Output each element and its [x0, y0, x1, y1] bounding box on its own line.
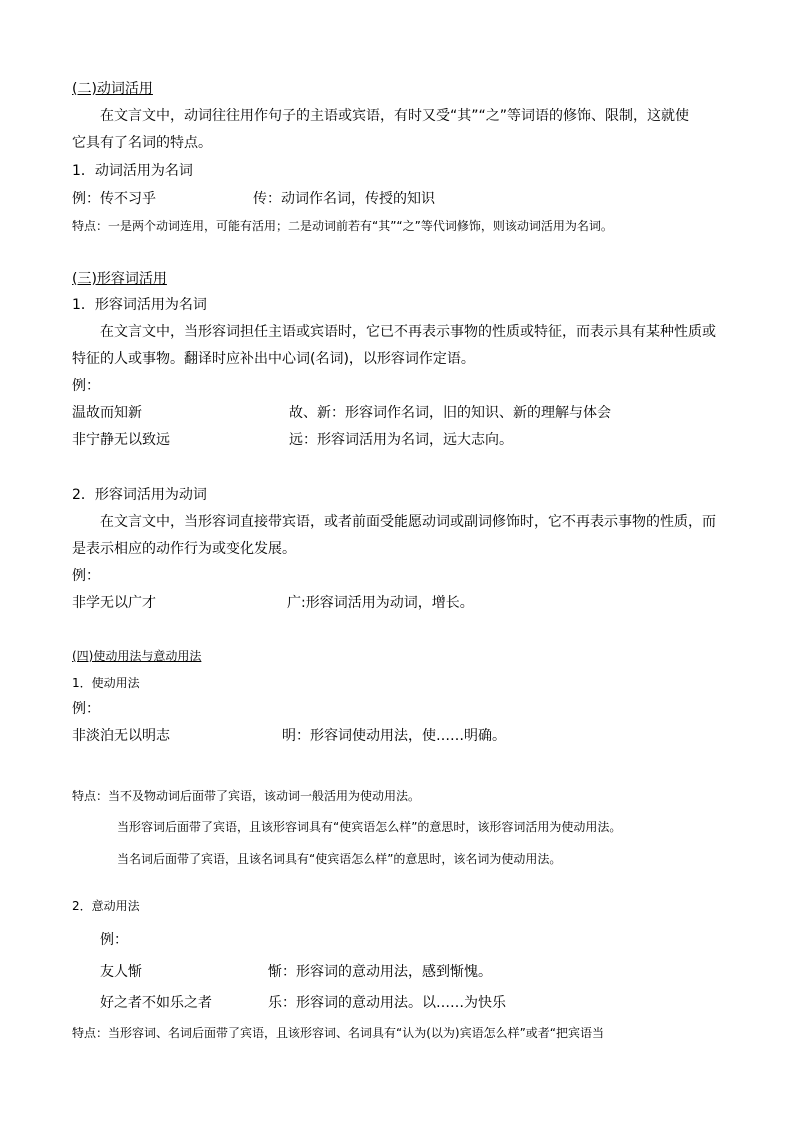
subheading: 2．意动用法 [72, 899, 140, 913]
subheading: 1．动词活用为名词 [72, 163, 193, 179]
paragraph-line: 是表示相应的动作行为或变化发展。 [72, 541, 296, 557]
example-sentence: 非宁静无以致远 [72, 432, 170, 448]
paragraph-line: 特征的人或事物。翻译时应补出中心词(名词)，以形容词作定语。 [72, 351, 475, 367]
example-explanation: 故、新：形容词作名词，旧的知识、新的理解与体会 [289, 405, 611, 421]
example-sentence: 友人惭 [100, 964, 142, 980]
note: 特点：当形容词、名词后面带了宾语，且该形容词、名词具有“认为(以为)宾语怎么样”或者“把宾语当 [72, 1026, 605, 1040]
example-label: 例： [72, 378, 100, 394]
subheading: 1．形容词活用为名词 [72, 297, 207, 313]
example-explanation: 惭：形容词的意动用法，感到惭愧。 [268, 964, 492, 980]
note: 特点：当不及物动词后面带了宾语，该动词一般活用为使动用法。 [72, 789, 421, 803]
example-sentence: 例：传不习乎 [72, 191, 156, 207]
section-heading-adjective: (三)形容词活用 [72, 271, 167, 287]
example-explanation: 乐：形容词的意动用法。以……为快乐 [268, 995, 506, 1011]
paragraph-line: 在文言文中，动词往往用作句子的主语或宾语，有时又受“其”“之”等词语的修饰、限制，这就使 [100, 108, 690, 124]
section-heading-causative: (四)使动用法与意动用法 [72, 649, 202, 663]
example-explanation: 广:形容词活用为动词，增长。 [287, 595, 474, 611]
note: 当形容词后面带了宾语，且该形容词具有“使宾语怎么样”的意思时，该形容词活用为使动用法。 [117, 820, 622, 834]
example-sentence: 温故而知新 [72, 405, 142, 421]
note: 特点：一是两个动词连用，可能有活用；二是动词前若有“其”“之”等代词修饰，则该动词活用为名词。 [72, 219, 613, 233]
example-label: 例： [72, 568, 100, 584]
section-heading-verb: (二)动词活用 [72, 81, 153, 97]
subheading: 2．形容词活用为动词 [72, 487, 207, 503]
paragraph-line: 在文言文中，当形容词直接带宾语，或者前面受能愿动词或副词修饰时，它不再表示事物的性质，而 [100, 514, 716, 530]
subheading: 1．使动用法 [72, 676, 140, 690]
example-sentence: 非学无以广才 [72, 595, 156, 611]
example-sentence: 好之者不如乐之者 [100, 995, 212, 1011]
example-explanation: 远：形容词活用为名词，远大志向。 [289, 432, 513, 448]
example-label: 例： [100, 932, 128, 948]
paragraph-line: 在文言文中，当形容词担任主语或宾语时，它已不再表示事物的性质或特征，而表示具有某种性质或 [100, 324, 716, 340]
example-explanation: 明：形容词使动用法，使……明确。 [282, 728, 506, 744]
note: 当名词后面带了宾语，且该名词具有“使宾语怎么样”的意思时，该名词为使动用法。 [117, 852, 562, 866]
paragraph-line: 它具有了名词的特点。 [72, 135, 212, 151]
example-explanation: 传：动词作名词，传授的知识 [253, 191, 435, 207]
example-sentence: 非淡泊无以明志 [72, 728, 170, 744]
example-label: 例： [72, 701, 100, 717]
